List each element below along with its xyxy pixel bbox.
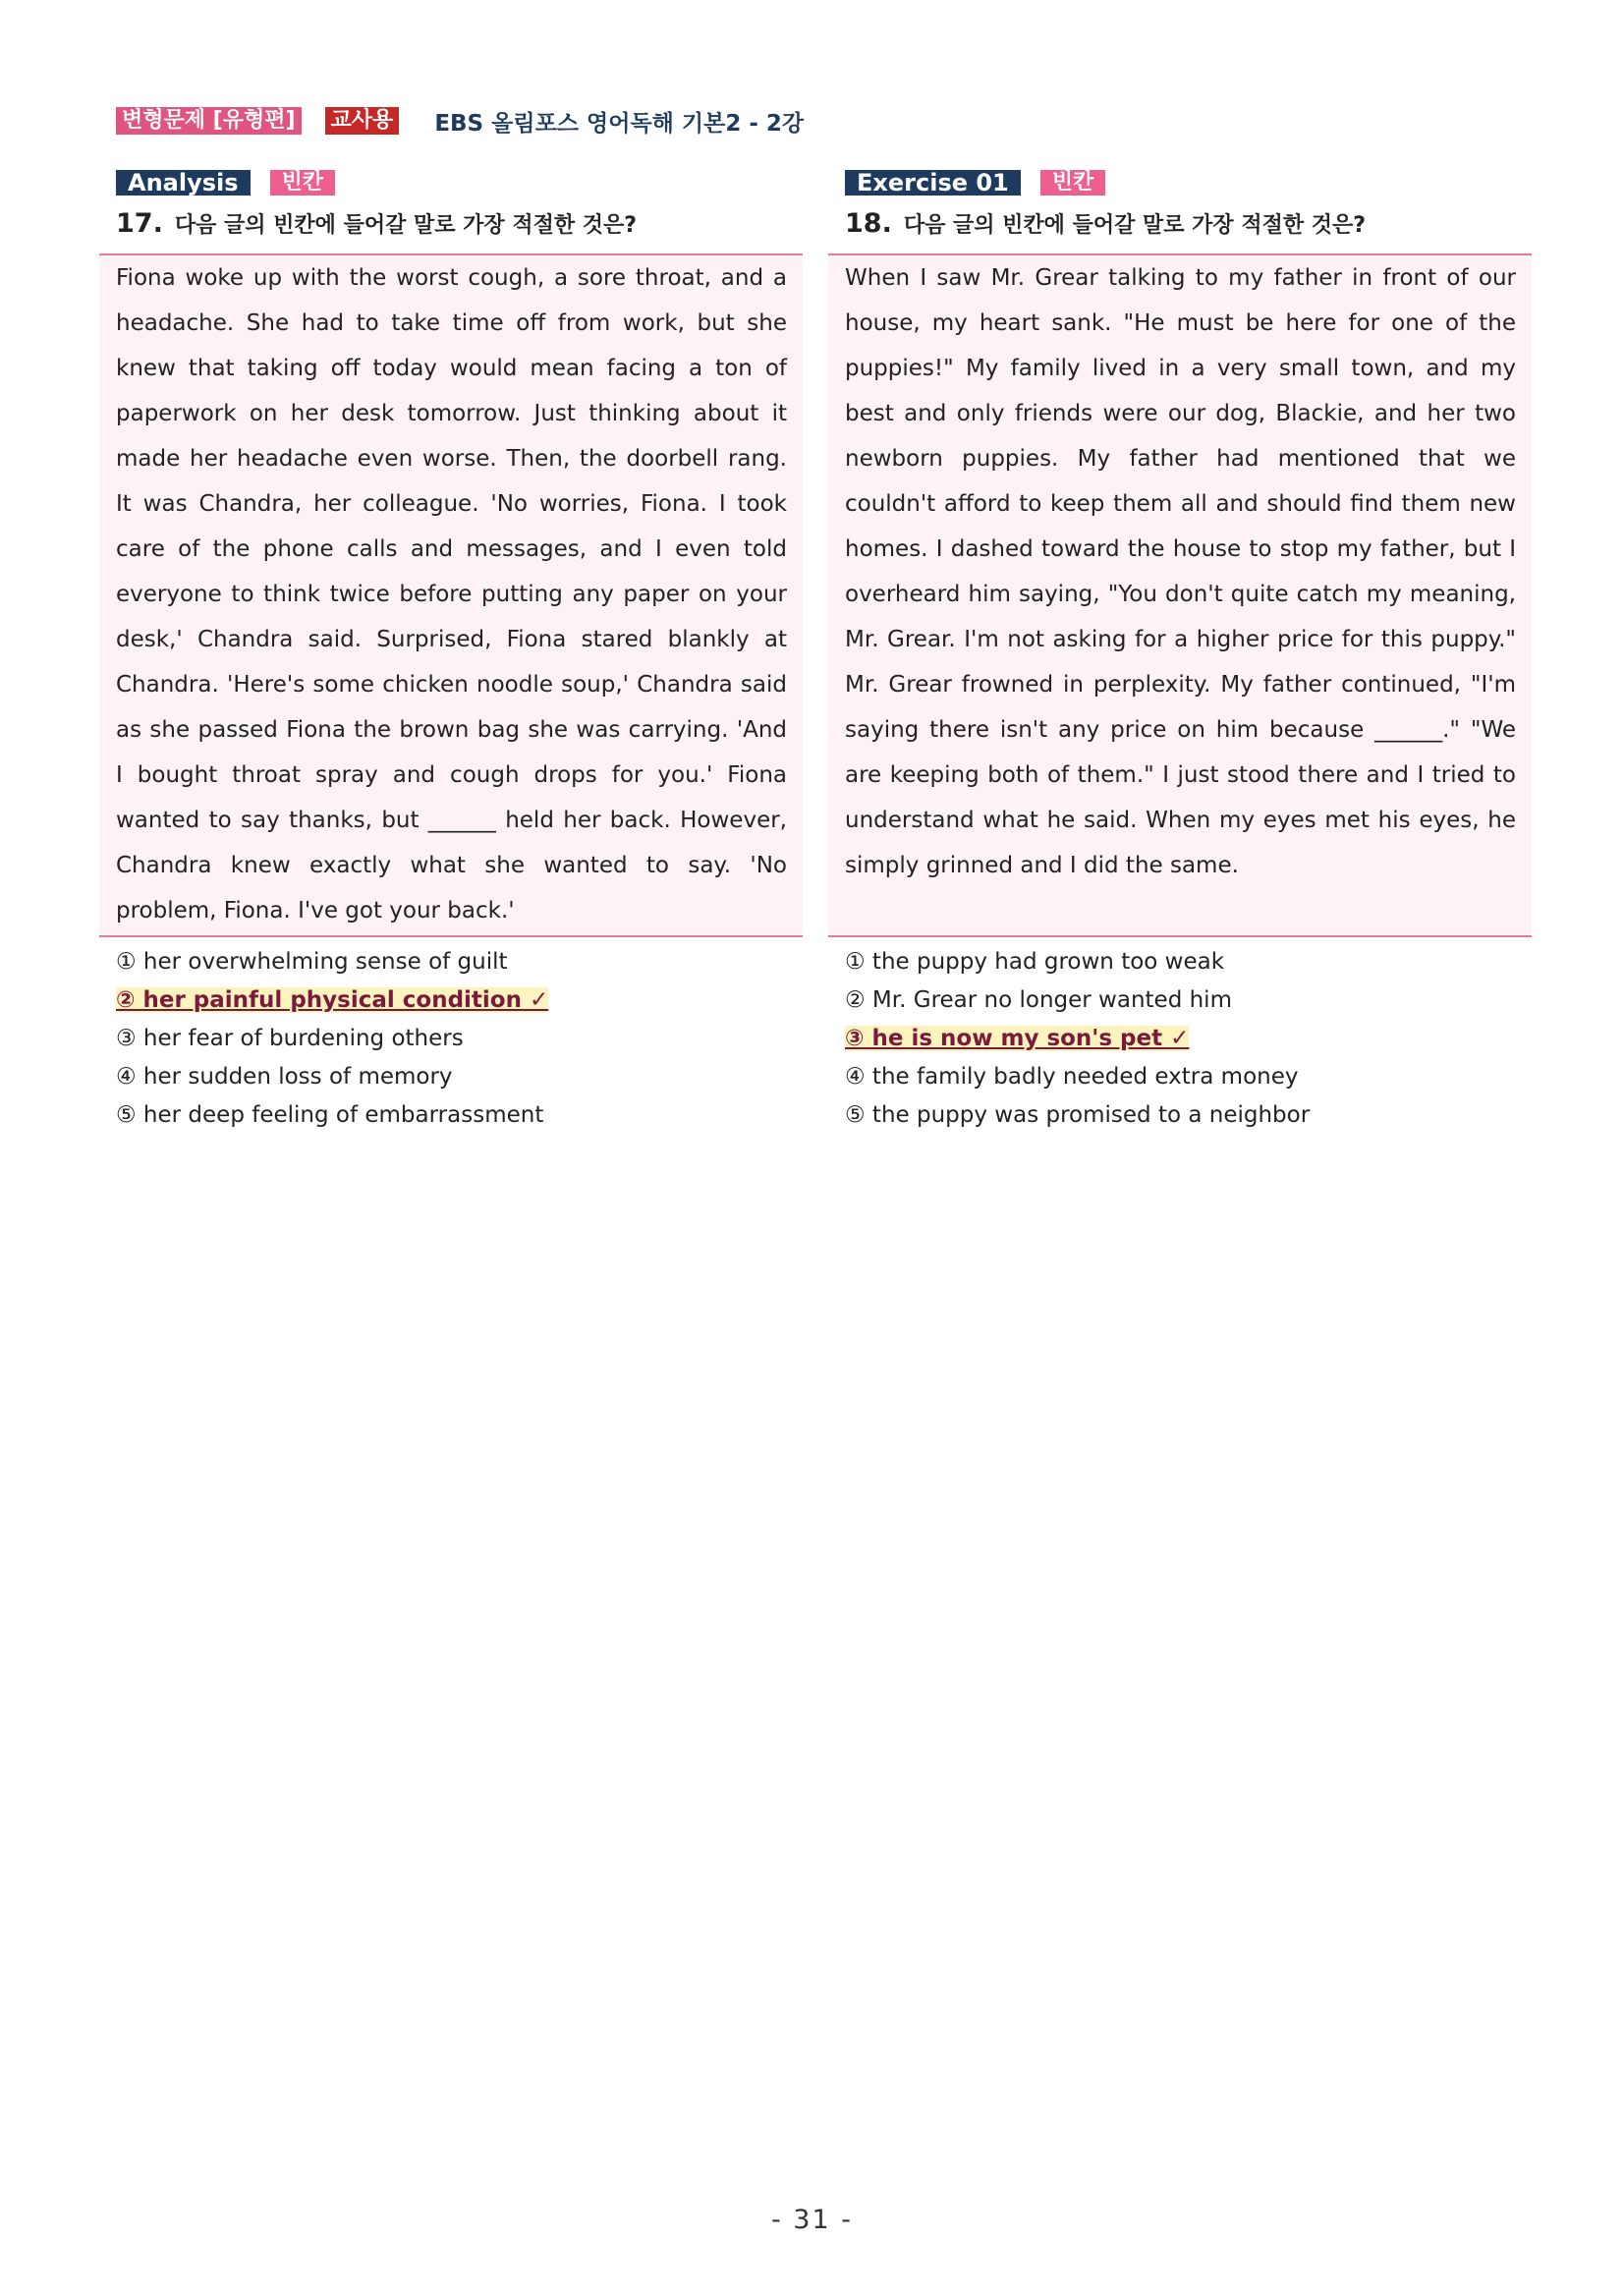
question-text: 다음 글의 빈칸에 들어갈 말로 가장 적절한 것은?	[174, 213, 638, 238]
option-5: ⑤ her deep feeling of embarrassment	[116, 1102, 544, 1128]
type-label: 빈칸	[1040, 170, 1106, 196]
answer-options	[99, 943, 803, 1135]
passage-text: Fiona woke up with the worst cough, a sore throat, and a headache. She had to take time off from work, but she knew that taking off today would mean facing a ton of paperwork on her desk tomorrow. Just thinking about it made her headache even worse. Then, the doorbell rang. It was Chandra, her colleague. 'No worries, Fiona. I took care of the phone calls and messages, and I even told everyone to think twice before putting any paper on your desk,' Chandra said. Surprised, Fiona stared blankly at Chandra. 'Here's some chicken noodle soup,' Chandra said as she passed Fiona the brown bag she was carrying. 'And I bought throat spray and cough drops for you.' Fiona wanted to say thanks, but ______ held her back. However, Chandra knew exactly what she wanted to say. 'No problem, Fiona. I've got your back.'	[116, 265, 787, 924]
page-header	[116, 104, 804, 138]
section-labels	[116, 169, 803, 196]
answer-options	[828, 943, 1532, 1135]
option-3: ③ her fear of burdening others	[116, 1026, 464, 1051]
question-number: 17.	[116, 208, 163, 239]
question-text: 다음 글의 빈칸에 들어갈 말로 가장 적절한 것은?	[903, 213, 1367, 238]
type-label: 빈칸	[270, 170, 336, 196]
section-label: Analysis	[116, 170, 251, 196]
document-title: EBS 올림포스 영어독해 기본2 - 2강	[434, 110, 805, 137]
section-labels	[845, 169, 1532, 196]
passage-box	[99, 253, 803, 937]
passage-text: When I saw Mr. Grear talking to my father in front of our house, my heart sank. "He must be here for one of the puppies!" My family lived in a very small town, and my best and only friends were our dog, Blackie, and her two newborn puppies. My father had mentioned that we couldn't afford to keep them all and should find them new homes. I dashed toward the house to stop my father, but I overheard him saying, "You don't quite catch my meaning, Mr. Grear. I'm not asking for a higher price for this puppy." Mr. Grear frowned in perplexity. My father continued, "I'm saying there isn't any price on him because ______." "We are keeping both of them." I just stood there and I tried to understand what he said. When my eyes met his eyes, he simply grinned and I did the same.	[845, 265, 1516, 878]
passage-box	[828, 253, 1532, 937]
section-label: Exercise 01	[845, 170, 1021, 196]
option-1: ① her overwhelming sense of guilt	[116, 949, 508, 975]
option-2: ② Mr. Grear no longer wanted him	[845, 987, 1232, 1013]
option-2-correct: ② her painful physical condition ✓	[116, 987, 549, 1013]
question-17-column	[99, 169, 803, 1135]
option-4: ④ the family badly needed extra money	[845, 1064, 1299, 1090]
question-heading	[116, 208, 803, 242]
question-18-column	[828, 169, 1532, 1135]
teacher-tag: 교사용	[325, 107, 400, 135]
variant-type-tag: 변형문제 [유형편]	[116, 107, 302, 135]
option-1: ① the puppy had grown too weak	[845, 949, 1225, 975]
page-number: - 31 -	[770, 2205, 853, 2235]
option-3-correct: ③ he is now my son's pet ✓	[845, 1026, 1190, 1051]
option-4: ④ her sudden loss of memory	[116, 1064, 453, 1090]
option-5: ⑤ the puppy was promised to a neighbor	[845, 1102, 1311, 1128]
question-number: 18.	[845, 208, 892, 239]
question-heading	[845, 208, 1532, 242]
